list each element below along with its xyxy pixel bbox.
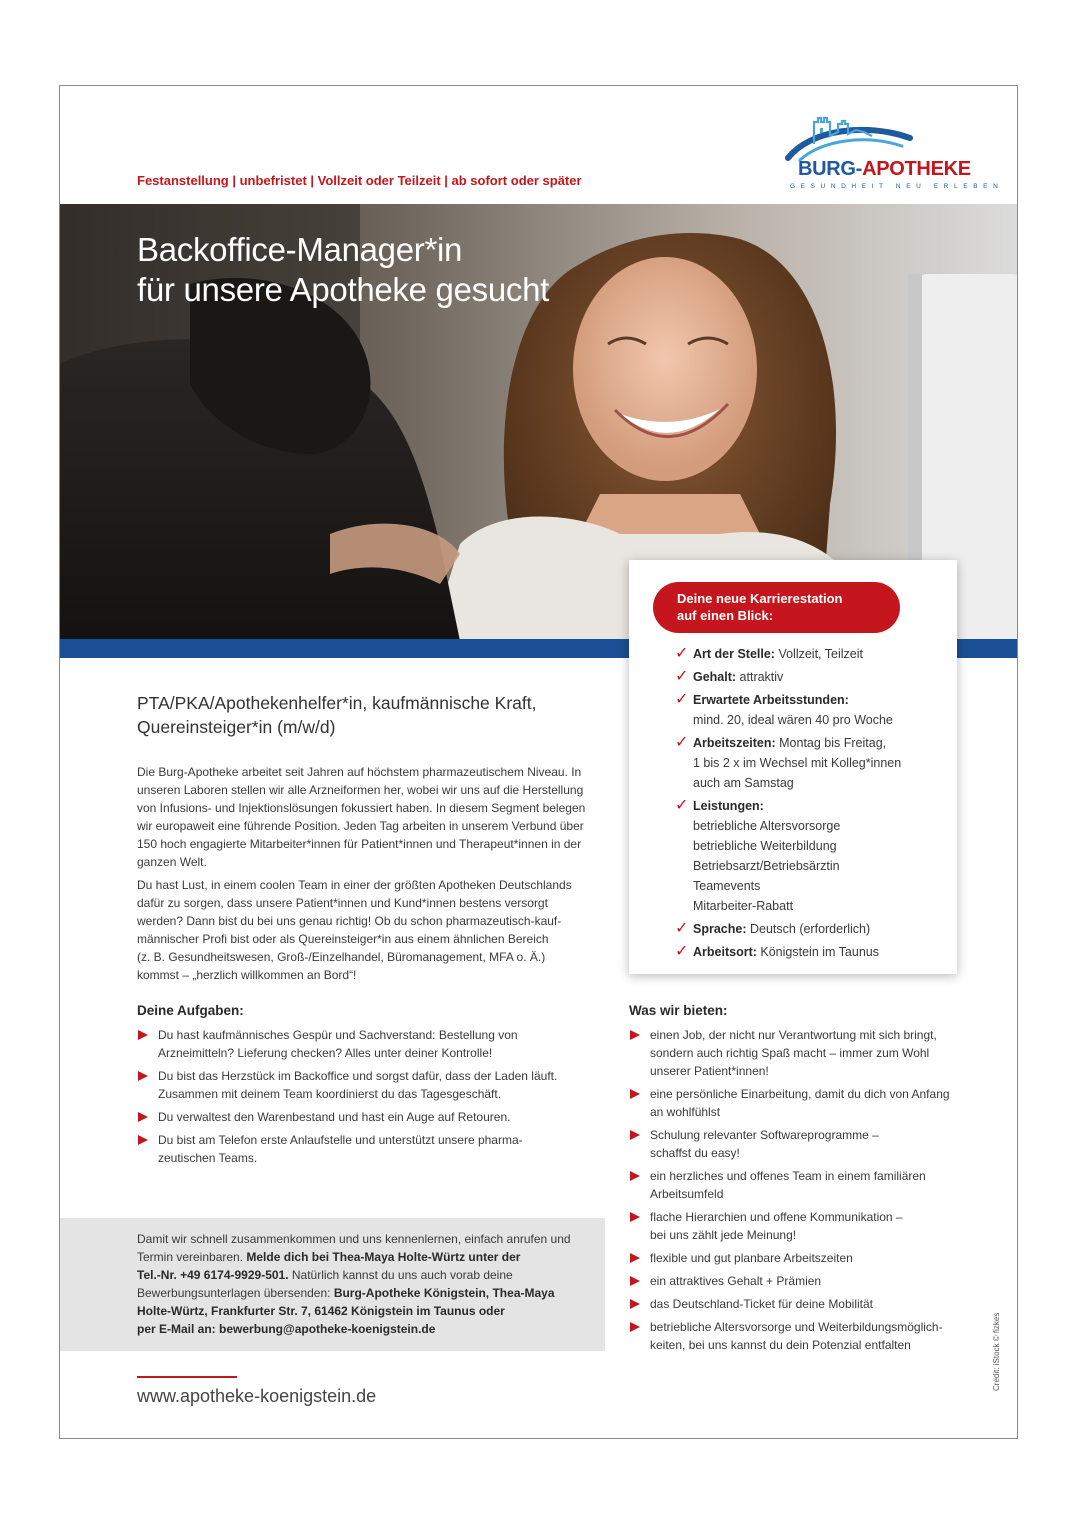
contact-box <box>60 1218 605 1351</box>
job-fact-item <box>675 919 945 939</box>
list-item-text: Du bist das Herzstück im Backoffice und sorgst dafür, dass der Laden läuft. <box>158 1069 558 1083</box>
intro-line: dafür zu sorgen, dass unsere Patient*innen und Kund*innen bestens versorgt <box>137 896 548 910</box>
contact-phone: Tel.-Nr. +49 6174-9929-501. <box>137 1268 289 1282</box>
triangle-bullet-icon <box>630 1130 640 1140</box>
job-fact-label: Sprache: <box>693 922 747 936</box>
job-fact-value: Vollzeit, Teilzeit <box>778 647 863 661</box>
job-fact-value: Teamevents <box>693 879 761 893</box>
intro-line: Du hast Lust, in einem coolen Team in einer der größten Apotheken Deutschlands <box>137 878 572 892</box>
job-fact-value: mind. 20, ideal wären 40 pro Woche <box>693 713 893 727</box>
intro-line: männischer Profi bist oder als Quereinsteiger*in aus einem ähnlichen Bereich <box>137 932 549 946</box>
contact-email: per E-Mail an: bewerbung@apotheke-koenigstein.de <box>137 1322 436 1336</box>
job-fact-label: Gehalt: <box>693 670 737 684</box>
job-fact-value: Betriebsarzt/Betriebsärztin <box>693 859 840 873</box>
job-fact-label: Leistungen: <box>693 799 764 813</box>
job-fact-item <box>675 942 945 962</box>
offer-item <box>629 1026 969 1080</box>
intro-line: ganzen Welt. <box>137 855 207 869</box>
job-title-heading <box>137 230 549 310</box>
list-item-text: Arbeitsumfeld <box>650 1187 724 1201</box>
intro-line: Die Burg-Apotheke arbeitet seit Jahren auf höchstem pharmazeutischem Niveau. In <box>137 765 582 779</box>
intro-paragraph-2 <box>137 876 597 984</box>
contact-text <box>137 1230 571 1338</box>
job-fact-value: Montag bis Freitag, <box>779 736 887 750</box>
triangle-bullet-icon <box>138 1030 148 1040</box>
contact-line <box>137 1284 571 1302</box>
contact-line <box>137 1302 571 1320</box>
triangle-bullet-icon <box>630 1089 640 1099</box>
triangle-bullet-icon <box>630 1171 640 1181</box>
offer-heading: Was wir bieten: <box>629 1003 728 1018</box>
list-item-text: Schulung relevanter Softwareprogramme – <box>650 1128 879 1142</box>
checkmark-icon: ✓ <box>675 943 689 960</box>
list-item-text: betriebliche Altersvorsorge und Weiterbildungsmöglich- <box>650 1320 943 1334</box>
tasks-heading: Deine Aufgaben: <box>137 1003 244 1018</box>
job-fact-label: Arbeitszeiten: <box>693 736 776 750</box>
job-title-line1: Backoffice-Manager*in <box>137 231 463 268</box>
task-item <box>137 1026 587 1062</box>
triangle-bullet-icon <box>630 1253 640 1263</box>
career-summary-heading <box>653 582 900 633</box>
list-item-text: ein herzliches und offenes Team in einem familiären <box>650 1169 926 1183</box>
job-fact-label: Art der Stelle: <box>693 647 775 661</box>
contact-line <box>137 1320 571 1338</box>
job-fact-value: betriebliche Altersvorsorge <box>693 819 841 833</box>
job-fact-item <box>675 690 945 730</box>
checkmark-icon: ✓ <box>675 668 689 685</box>
list-item-text: das Deutschland-Ticket für deine Mobilität <box>650 1297 873 1311</box>
burg-apotheke-logo <box>760 108 1004 200</box>
task-item <box>137 1067 587 1103</box>
list-item-text: schaffst du easy! <box>650 1146 740 1160</box>
intro-text <box>137 763 597 989</box>
task-item <box>137 1108 587 1126</box>
logo-slogan: GESUNDHEIT NEU ERLEBEN <box>790 183 1004 190</box>
job-fact-value: betriebliche Weiterbildung <box>693 839 837 853</box>
job-facts-list <box>675 644 945 965</box>
offer-item <box>629 1085 969 1121</box>
offer-item <box>629 1272 969 1290</box>
contact-address-bold: Holte-Würtz, Frankfurter Str. 7, 61462 Königstein im Taunus oder <box>137 1304 505 1318</box>
triangle-bullet-icon <box>630 1276 640 1286</box>
list-item-text: keiten, bei uns kannst du dein Potenzial entfalten <box>650 1338 911 1352</box>
intro-line: wir europaweit eine führende Position. Jeden Tag arbeiten in unserem Verbund über <box>137 819 584 833</box>
list-item-text: einen Job, der nicht nur Verantwortung mit sich bringt, <box>650 1028 937 1042</box>
offer-item <box>629 1295 969 1313</box>
triangle-bullet-icon <box>138 1071 148 1081</box>
positions-subtitle <box>137 691 536 739</box>
contact-address-bold: Burg-Apotheke Königstein, Thea-Maya <box>333 1286 555 1300</box>
intro-line: kommst – „herzlich willkommen an Bord“! <box>137 968 357 982</box>
subtitle-line1: PTA/PKA/Apothekenhelfer*in, kaufmännische Kraft, <box>137 693 537 713</box>
job-fact-label: Erwartete Arbeitsstunden: <box>693 693 849 707</box>
contact-line <box>137 1266 571 1284</box>
job-fact-item <box>675 667 945 687</box>
job-fact-value: Deutsch (erforderlich) <box>749 922 871 936</box>
job-fact-item <box>675 733 945 793</box>
triangle-bullet-icon <box>630 1322 640 1332</box>
list-item-text: eine persönliche Einarbeitung, damit du dich von Anfang <box>650 1087 950 1101</box>
checkmark-icon: ✓ <box>675 734 689 751</box>
job-fact-value: attraktiv <box>739 670 784 684</box>
intro-paragraph-1 <box>137 763 597 871</box>
offer-item <box>629 1208 969 1244</box>
contact-fragment: Natürlich kannst du uns auch vorab deine <box>288 1268 513 1282</box>
job-fact-value: auch am Samstag <box>693 776 794 790</box>
intro-line: von Infusions- und Injektionslösungen fokussiert haben. In diesem Segment belegen <box>137 801 586 815</box>
subtitle-line2: Quereinsteiger*in (m/w/d) <box>137 717 336 737</box>
tasks-list <box>137 1026 587 1172</box>
career-heading-line2: auf einen Blick: <box>677 608 774 623</box>
list-item-text: ein attraktives Gehalt + Prämien <box>650 1274 822 1288</box>
intro-line: unseren Laboren stellen wir alle Arzneiformen her, wobei wir uns auf die Herstellung <box>137 783 584 797</box>
triangle-bullet-icon <box>138 1135 148 1145</box>
offer-item <box>629 1318 969 1354</box>
contact-name-bold: Melde dich bei Thea-Maya Holte-Würtz unter der <box>246 1250 521 1264</box>
career-heading-line1: Deine neue Karrierestation <box>677 591 843 606</box>
triangle-bullet-icon <box>630 1212 640 1222</box>
logo-wordmark <box>798 158 971 181</box>
list-item-text: flache Hierarchien und offene Kommunikation – <box>650 1210 903 1224</box>
intro-line: (z. B. Gesundheitswesen, Groß-/Einzelhandel, Büromanagement, MFA o. Ä.) <box>137 950 546 964</box>
list-item-text: unserer Patient*innen! <box>650 1064 769 1078</box>
checkmark-icon: ✓ <box>675 920 689 937</box>
list-item-text: sondern auch richtig Spaß macht – immer zum Wohl <box>650 1046 930 1060</box>
offer-item <box>629 1126 969 1162</box>
job-ad-page <box>59 85 1018 1439</box>
contact-line: Damit wir schnell zusammenkommen und uns kennenlernen, einfach anrufen und <box>137 1232 571 1246</box>
contact-fragment: Bewerbungsunterlagen übersenden: <box>137 1286 334 1300</box>
intro-line: 150 hoch engagierte Mitarbeiter*innen für Patient*innen und Therapeut*innen in der <box>137 837 582 851</box>
job-title-line2: für unsere Apotheke gesucht <box>137 271 550 308</box>
employment-tagline: Festanstellung | unbefristet | Vollzeit oder Teilzeit | ab sofort oder später <box>137 173 582 188</box>
job-fact-item <box>675 644 945 664</box>
checkmark-icon: ✓ <box>675 797 689 814</box>
task-item <box>137 1131 587 1167</box>
job-fact-label: Arbeitsort: <box>693 945 757 959</box>
website-link[interactable]: www.apotheke-koenigstein.de <box>137 1386 377 1406</box>
triangle-bullet-icon <box>630 1299 640 1309</box>
checkmark-icon: ✓ <box>675 645 689 662</box>
job-fact-item <box>675 796 945 916</box>
list-item-text: Du hast kaufmännisches Gespür und Sachverstand: Bestellung von <box>158 1028 518 1042</box>
logo-name-part1: BURG- <box>798 158 863 180</box>
list-item-text: Zusammen mit deinem Team koordinierst du das Tagesgeschäft. <box>158 1087 502 1101</box>
offer-item <box>629 1249 969 1267</box>
offer-item <box>629 1167 969 1203</box>
list-item-text: flexible und gut planbare Arbeitszeiten <box>650 1251 853 1265</box>
job-fact-value: 1 bis 2 x im Wechsel mit Kolleg*innen <box>693 756 902 770</box>
red-accent-rule <box>137 1376 237 1378</box>
offer-list <box>629 1026 969 1359</box>
logo-name-part2: APOTHEKE <box>862 158 971 180</box>
list-item-text: zeutischen Teams. <box>158 1151 258 1165</box>
contact-fragment: Termin vereinbaren. <box>137 1250 247 1264</box>
intro-line: werden? Dann bist du bei uns genau richtig! Ob du schon pharmazeutisch-kauf- <box>137 914 562 928</box>
list-item-text: an wohlfühlst <box>650 1105 721 1119</box>
list-item-text: bei uns zählt jede Meinung! <box>650 1228 797 1242</box>
triangle-bullet-icon <box>138 1112 148 1122</box>
job-fact-value: Mitarbeiter-Rabatt <box>693 899 794 913</box>
photo-credit: Credit: iStock © fizkes <box>992 1312 1001 1391</box>
list-item-text: Arzneimitteln? Lieferung checken? Alles unter deiner Kontrolle! <box>158 1046 493 1060</box>
contact-line <box>137 1248 571 1266</box>
list-item-text: Du verwaltest den Warenbestand und hast ein Auge auf Retouren. <box>158 1110 511 1124</box>
checkmark-icon: ✓ <box>675 691 689 708</box>
career-summary-box <box>629 560 957 974</box>
triangle-bullet-icon <box>630 1030 640 1040</box>
list-item-text: Du bist am Telefon erste Anlaufstelle und unterstützt unsere pharma- <box>158 1133 523 1147</box>
job-fact-value: Königstein im Taunus <box>760 945 879 959</box>
